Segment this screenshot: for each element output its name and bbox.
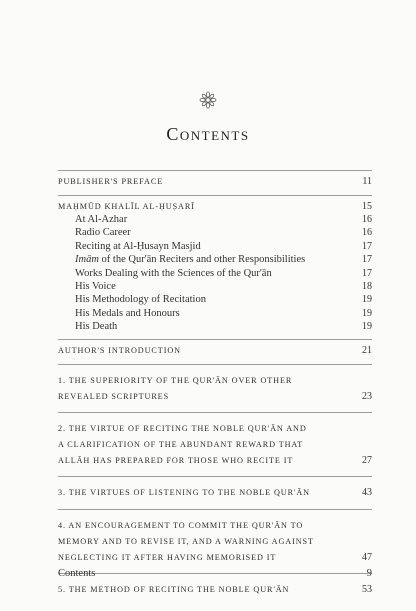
toc-sub-label: At Al-Azhar: [75, 214, 128, 225]
toc-chapter-last-line: [58, 453, 372, 469]
divider: [58, 509, 372, 510]
toc-chapter-line: 5. THE METHOD OF RECITING THE NOBLE QUR'ĀN: [58, 584, 290, 594]
toc-sub-page: 16: [362, 214, 372, 225]
toc-sub-item[interactable]: [58, 227, 372, 240]
toc-sub-label: Reciting at Al-Ḥusayn Masjid: [75, 240, 201, 252]
toc-chapter-3[interactable]: [58, 485, 372, 501]
toc-chapter-page: 23: [362, 390, 372, 402]
toc-sub-label: [58, 254, 354, 265]
toc-sub-label-italic: Imām: [75, 254, 99, 266]
toc-sub-item[interactable]: [58, 321, 372, 334]
toc-entry-page: 21: [362, 344, 372, 356]
divider: [58, 339, 372, 340]
toc-sub-page: 17: [362, 240, 372, 252]
toc-sub-item[interactable]: [58, 254, 372, 267]
toc-sub-label: His Voice: [75, 280, 116, 292]
toc-sub-page: 18: [362, 280, 372, 292]
toc-chapter-line: 4. AN ENCOURAGEMENT TO COMMIT THE QUR'ĀN TO: [58, 520, 304, 530]
toc-chapter-1[interactable]: [58, 373, 372, 405]
toc-chapter-2[interactable]: [58, 421, 372, 469]
toc-sub-label: Works Dealing with the Sciences of the Qur'ān: [75, 267, 272, 279]
toc-chapter-line: REVEALED SCRIPTURES: [58, 391, 170, 401]
toc-chapter-page: 43: [362, 486, 372, 498]
toc-chapter-line: A CLARIFICATION OF THE ABUNDANT REWARD THAT: [58, 439, 304, 449]
toc-entry-author-biography[interactable]: [58, 201, 372, 212]
page-title: Contents: [166, 124, 250, 144]
toc-sub-label: His Death: [75, 321, 118, 333]
toc-entry-authors-introduction[interactable]: [58, 345, 372, 356]
toc-chapter-page: 47: [362, 551, 372, 563]
toc-sub-page: 17: [362, 254, 372, 266]
toc-chapter-line: NEGLECTING IT AFTER HAVING MEMORISED IT: [58, 552, 277, 562]
toc-sub-item[interactable]: [58, 241, 372, 254]
toc-sub-label: His Methodology of Recitation: [75, 294, 206, 306]
toc-sub-item[interactable]: [58, 308, 372, 321]
toc-entry-page: 15: [362, 201, 372, 212]
toc-entry-label: PUBLISHER'S PREFACE: [58, 177, 164, 186]
toc-entry-publishers-preface[interactable]: [58, 176, 372, 187]
divider: [58, 412, 372, 413]
toc-chapter-page: 53: [362, 583, 372, 595]
toc-sub-item[interactable]: [58, 214, 372, 227]
divider: [58, 476, 372, 477]
divider: [58, 364, 372, 365]
toc-sub-page: 16: [362, 227, 372, 239]
toc-chapter-line: ALLĀH HAS PREPARED FOR THOSE WHO RECITE IT: [58, 455, 294, 465]
floral-rosette-icon: [199, 91, 217, 109]
toc-sub-label: Radio Career: [75, 227, 131, 239]
toc-chapter-last-line: [58, 550, 372, 566]
divider: [58, 195, 372, 196]
toc-chapter-line: 3. THE VIRTUES OF LISTENING TO THE NOBLE QUR'ĀN: [58, 487, 310, 497]
toc-sub-page: 19: [362, 294, 372, 306]
toc-sub-label: His Medals and Honours: [75, 307, 180, 319]
toc-entry-page: 11: [362, 176, 372, 187]
running-footer-title: Contents: [58, 568, 96, 579]
toc-sub-item[interactable]: [58, 281, 372, 294]
toc-chapter-last-line: [58, 389, 372, 405]
toc-sub-page: 17: [362, 267, 372, 279]
divider: [58, 573, 372, 574]
toc-sub-list: [58, 214, 372, 335]
toc-chapter-line: 1. THE SUPERIORITY OF THE QUR'ĀN OVER OTHER: [58, 375, 293, 385]
toc-sub-page: 19: [362, 307, 372, 319]
toc-sub-page: 19: [362, 321, 372, 333]
divider: [58, 170, 372, 171]
table-of-contents: [58, 170, 372, 598]
toc-chapter-4[interactable]: [58, 518, 372, 566]
toc-sub-label-rest: of the Qur'ān Reciters and other Responsibilities: [98, 254, 306, 266]
toc-entry-label: AUTHOR'S INTRODUCTION: [58, 345, 181, 355]
toc-chapter-line: 2. THE VIRTUE OF RECITING THE NOBLE QUR'ĀN AND: [58, 423, 307, 433]
page-number: 9: [366, 568, 372, 579]
toc-sub-item[interactable]: [58, 294, 372, 307]
toc-entry-label: MAḤMŪD KHALĪL AL-ḤUṢARĪ: [58, 202, 195, 211]
toc-chapter-line: MEMORY AND TO REVISE IT, AND A WARNING AGAINST: [58, 536, 314, 546]
toc-chapter-5[interactable]: [58, 582, 372, 598]
toc-chapter-page: 27: [362, 454, 372, 466]
toc-sub-item[interactable]: [58, 268, 372, 281]
